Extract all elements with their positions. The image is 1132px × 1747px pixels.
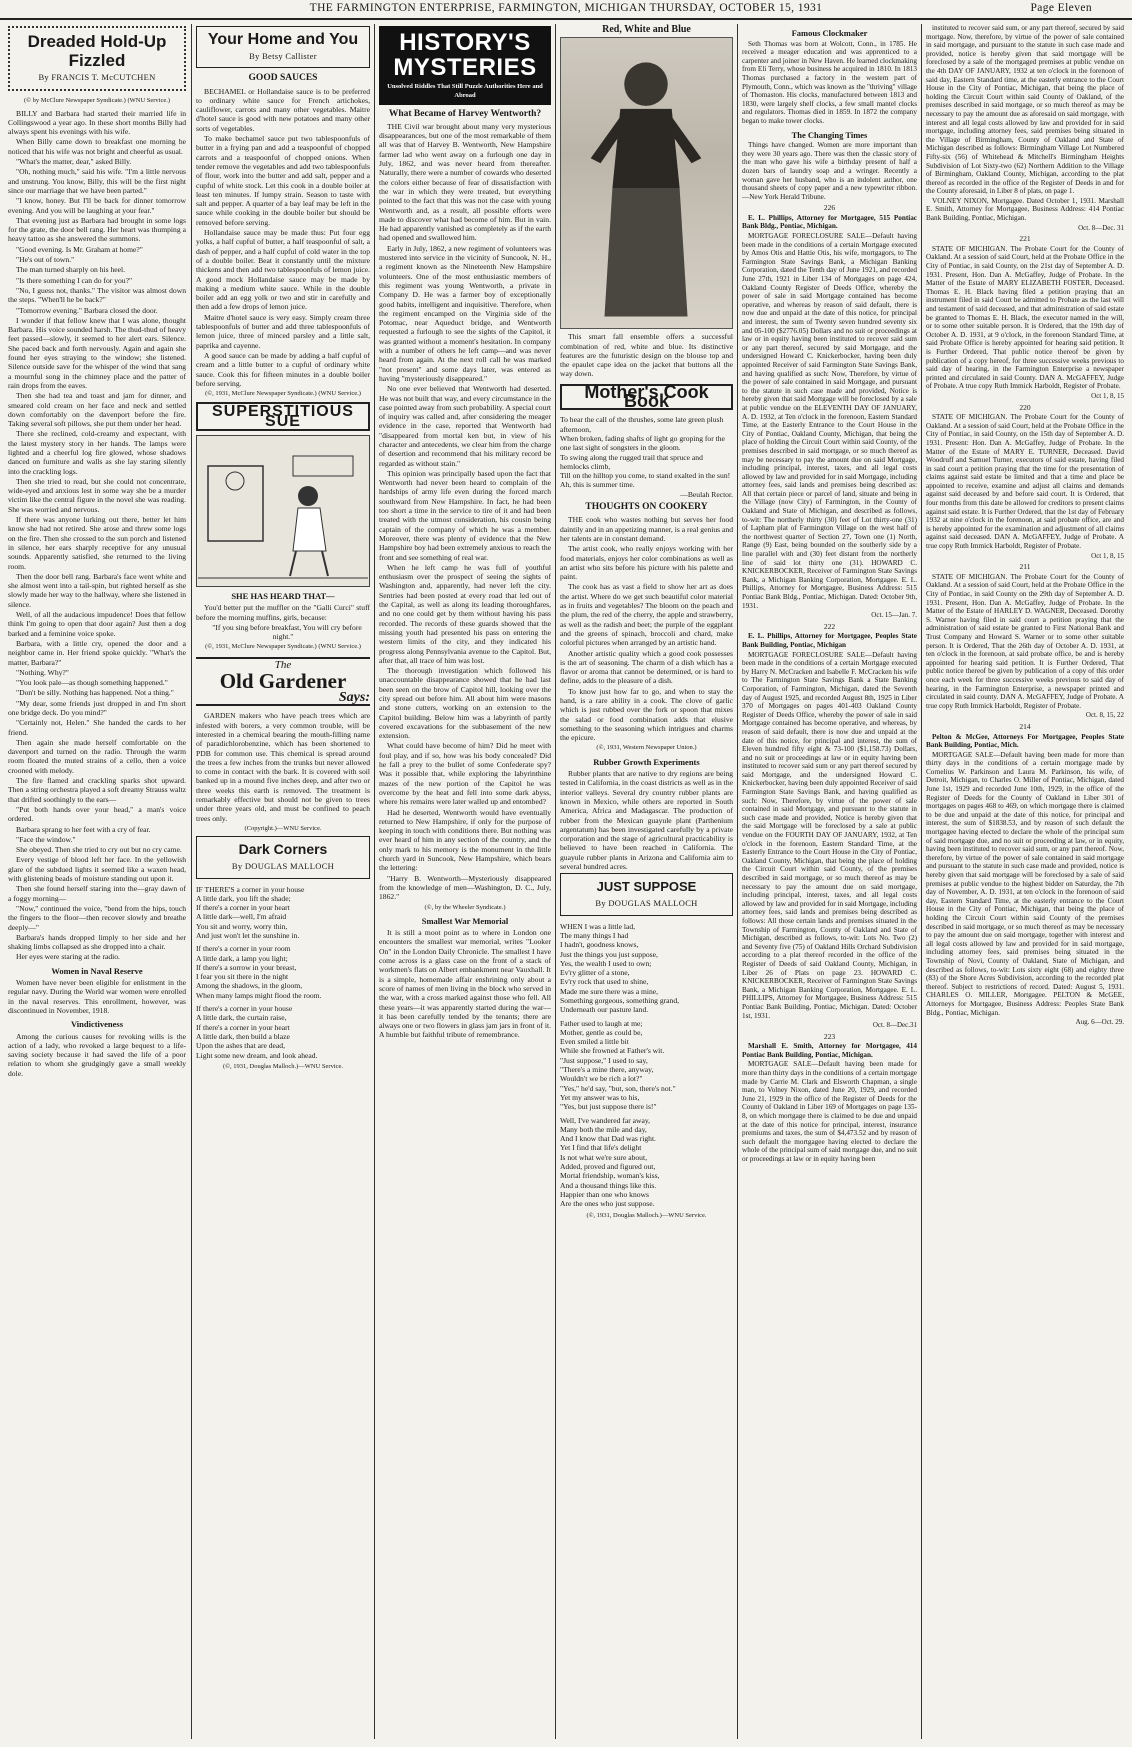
column-rule bbox=[555, 24, 556, 1739]
poem-line: WHEN I was a little lad, bbox=[560, 921, 636, 931]
column-4 bbox=[560, 24, 733, 1739]
poem-line: You sit and worry, worry thin, bbox=[196, 921, 288, 931]
paragraph: Maitre d'hotel sauce is very easy. Simply cream three tablespoonfuls of butter and add three tablespoonfuls of lemon juice, three of minced parsley and a little salt, paprika and cayenne. bbox=[196, 312, 370, 350]
poem-line: Ev'ry rock that used to shine, bbox=[560, 977, 649, 987]
paragraph: Her eyes were staring at the radio. bbox=[16, 952, 120, 962]
paragraph: "Oh, nothing much," said his wife. "I'm a little nervous and unstrung. You know, Billy, this will be the first night since our marriage that we have been parted." bbox=[8, 167, 186, 195]
poem-line: Upon the ashes that are dead, bbox=[196, 1041, 285, 1051]
poem-line: Light some new dream, and look ahead. bbox=[196, 1050, 318, 1060]
notice-heading: E. L. Phillips, Attorney for Mortgagee, 515 Pontiac Bank Bldg., Pontiac, Michigan. bbox=[742, 213, 917, 231]
verse-line: To swing along the rugged trail that spruce and hemlocks climb, bbox=[560, 452, 703, 471]
paragraph: "What's the matter, dear," asked Billy. bbox=[16, 157, 132, 167]
poem-line: When many lamps might flood the room. bbox=[196, 990, 322, 1000]
paragraph: "You look pale—as though something happened." bbox=[16, 678, 168, 688]
feature-byline: By Betsy Callister bbox=[249, 51, 317, 61]
poem-dark-corners bbox=[196, 885, 370, 1060]
paragraph: "My dear, some friends just dropped in and I'm short one bridge deck. Do you mind?" bbox=[8, 698, 186, 717]
paragraph: "Harry B. Wentworth—Mysteriously disappeared from the knowledge of men—Washington, D. C., July, 1862." bbox=[379, 873, 551, 902]
paragraph: Had he deserted, Wentworth would have eventually returned to New Hampshire, if only for the purpose of keeping in touch with conditions there. But nothing was ever heard of him in any section of the country, and the only mark to his memory is the monument in the little church yard in Suncook, New Hampshire, which bears the lettering: bbox=[379, 807, 551, 873]
legal-notice: STATE OF MICHIGAN. The Probate Court for the County of Oakland. At a session of said Court, held at the Probate Office in the City of Pontiac, in said County on the 29th day of September A. D. 1931. Present, Hon. Dan A. McGaffey, Judge of Probate. In the Matter of the Estate of HARLEY D. WAGNER, Deceased. Dorothy S. Warner having filed in said court a petition praying that the administration of said estate be granted to First National Bank and Trust Company and Howard S. Warner or to some other suitable person. It is Ordered, That the 26th day of October A. D. 1931, at ten o'clock in the forenoon, at said probate office, be and is hereby appointed for hearing said petition. It is Further Ordered, That public notice thereof be given by publication of a copy of this order once each week for three successive weeks previous to said day of hearing, in the Farmington Enterprise, a newspaper printed and circulated in said county. DAN A. McGAFFEY, Judge of Probate. A true copy Ruth Immick Harboldt, Register of Probate. bbox=[926, 572, 1124, 710]
paragraph: Another artistic quality which a good cook possesses is the art of seasoning. The charm of a dish which has a flavor or aroma that cannot be determined, or is hard to define, adds to the pleasure of a dish. bbox=[560, 648, 733, 686]
paragraph: When he left camp he was full of youthful enthusiasm over the prospect of seeing the sights of Washington and, apparently, had never left the city. Sentries had been posted at every road that led out of the Capital, as well as along its leading thoroughfares, and no one could get by them without having his pass recorded. The records of these guards showed that the missing youth had presented his pass on entering the western limits of the city, and they indicated his progress along Pennsylvania avenue to the Capitol. But, after that, all trace of him was lost. bbox=[379, 562, 551, 665]
paragraph: "Nothing. Why?" bbox=[16, 667, 69, 677]
cartoon-credit: (©, 1931, McClure Newspaper Syndicate.) (WNU Service.) bbox=[205, 643, 361, 651]
cookery-credit: (©, 1931, Western Newspaper Union.) bbox=[596, 744, 697, 752]
paragraph: GARDEN makers who have peach trees which are infested with borers, a very common trouble, will be interested in a chemical bearing the mouth-filling name of paradichlorobenzine, which has been shortened to PDB for common use. This chemical is spread around the trees a few inches from the trunks but never allowed to come in contact with the bark. It is covered with soil banked up in a mound five inches deep, and after two or three weeks this earth is removed. The treatment is remarkably effective but should not be given to trees under three years old, and must be confined to peach trees only. bbox=[196, 711, 370, 823]
poem-line: And I know that Dad was right. bbox=[560, 1134, 656, 1144]
poem-line: Is not what we're sure about, bbox=[560, 1152, 647, 1162]
story-title: Dreaded Hold-Up Fizzled bbox=[27, 32, 167, 70]
paragraph: "Certainly not, Helen." She handed the cards to her friend. bbox=[8, 718, 186, 737]
poem-line: A little dark, the curtain raise, bbox=[196, 1013, 287, 1023]
paragraph: "I know, honey. But I'll be back for dinner tomorrow evening. And you will be laughing at your fear." bbox=[8, 196, 186, 215]
legal-notice: STATE OF MICHIGAN. The Probate Court for the County of Oakland. At a session of said Court, held at the Probate Office in the City of Pontiac, in said County, on the 21st day of September A. D. 1931. Present, Hon. Dan A. McGaffey, Judge of Probate. In the Matter of the Estate of MARY ELIZABETH FOSTER, Deceased. Thomas E. H. Black having filed a petition praying that an instrument filed in said Court be admitted to Probate as the last will and testament of said deceased, and that administration of said estate be granted to Thomas E. H. Black, the executor named in the will, or to some other suitable person. It is Ordered, that the 19th day of October A. D. 1931, at 9 o'clock, in the forenoon Standard Time, at said Probate Office is hereby appointed for hearing said petition. It is Further Ordered, That public notice thereof be given by publication of a copy hereof, for three successive weeks previous to said day of hearing, in the Farmington Enterprise a newspaper printed and circulated in said County. DAN A. McGAFFEY, Judge of Probate. A true copy Ruth Immick Harboldt, Register of Probate. bbox=[926, 244, 1124, 391]
paragraph: The fire flamed and crackling sparks shot upward. Then a string orchestra played a soft dreamy Strauss waltz that drifted soothingly to the ears— bbox=[8, 776, 186, 804]
poem-line: Yes, the wealth I used to own; bbox=[560, 958, 652, 968]
paragraph: I wonder if that fellow knew that I was alone, thought Barbara. His voice sounded harsh. The thud-thud of heavy feet passed—slowly, it seemed to her alert ears. Silence. She paced back and forth nervously. Again and again she found her eyes straying to the window; she listened. Silence outside save for the whisper of the wind that sang a mournful song in the chimney place and the patter of rain drops from the eaves. bbox=[8, 315, 186, 390]
mothers-cook-book-banner: Mother's Cook Book bbox=[560, 384, 733, 411]
paragraph: This opinion was principally based upon the fact that Wentworth had never been heard to complain of the hardships of army life even during the forced march southward from New Hampshire. In fact, he had been too short a time in the service to tire of it and had been treated with the utmost consideration, his cousin being captain of the company of which he was a member. Moreover, there was plenty of evidence that the New Hampshire boy had been extremely anxious to reach the front and see something of real war. bbox=[379, 468, 551, 562]
notice-number: 226 bbox=[823, 203, 836, 213]
story-header-box bbox=[8, 26, 186, 91]
paragraph: "Don't be silly. Nothing has happened. Not a thing." bbox=[16, 688, 174, 698]
paragraph: If there was anyone lurking out there, better let him know she had not retired. She arose and threw some logs on the fire. Then she crossed to the sun porch and listened in silence, her ears sharply receptive for any unusual sounds. Apparently satisfied, she returned to the living room. bbox=[8, 515, 186, 571]
column-2 bbox=[196, 24, 370, 1739]
poem-line: Many both the mile and day, bbox=[560, 1124, 647, 1134]
fashion-photo bbox=[560, 37, 733, 329]
paragraph: "No, I guess not, thanks." The visitor was almost down the steps. "When'll he be back?" bbox=[8, 285, 186, 305]
paragraph: The thorough investigation which followed his unaccountable disappearance showed that he had last been seen on the brow of Capitol hill, looking over the city spread out before him. All about him were masons and stone cutters, working on an extension to the Capitol building. Below him was a labyrinth of partly covered excavations for the subbasement of the new extension. bbox=[379, 666, 551, 741]
poem-line: Are the ones who just suppose. bbox=[560, 1199, 655, 1209]
paragraph: The artist cook, who really enjoys working with her food materials, enjoys her color combinations as well as an artist who sits before his picture with his palette and paint. bbox=[560, 544, 733, 582]
poem-title: JUST SUPPOSE bbox=[596, 879, 697, 895]
paragraph: She obeyed. Then she tried to cry out but no cry came. bbox=[16, 845, 182, 855]
poem-line: "Yes," he'd say, "but, son, there's not." bbox=[560, 1083, 676, 1093]
poem-just-suppose bbox=[560, 922, 733, 1209]
column-rule bbox=[374, 24, 375, 1739]
poem-line: If there's a corner in your house bbox=[196, 1004, 293, 1014]
legal-notice: MORTGAGE SALE—Default having been made for more than thirty days in the conditions of a certain mortgage made by Cornelius W. Parkinson and Laura M. Parkinson, his wife, of Detroit, Michigan, to Charles O. Miller of Pontiac, Michigan, dated June 1st, 1929 and recorded June 10th, 1929, in the office of the Register of Deeds for the County of Oakland in Liber 301 of mortgages on pages 468 to 469, on which mortgage there is claimed to be due and unpaid at the date of this notice, for principal and interest, the sum of $1838.53, and by reason of such default the mortgagee having elected to declare the whole of the principal sum of said mortgage due, and no suit or proceeding at law, or in equity, having been instituted to recover said sum, or any part thereof. Now, therefore, by virtue of the power of sale contained in said mortgage and pursuant to the statute in such case made and provided, notice is hereby given that said mortgage will be foreclosed by a sale of said premises at public vendue to the highest bidder on Saturday, the 7th day of November, A. D. 1931, at ten o'clock in the forenoon of said day, Eastern Standard Time, at the easterly entrance to the Court House in the City of Pontiac, Michigan, that being the place of holding the Circuit Court within said County of the premises described in said mortgage, or so much thereof as may be necessary to pay the amount due on said mortgage, together with interest and all legal costs allowed by law and provided for in said mortgage, including attorney fees, said premises being situated in the Township of Novi, County of Oakland, State of Michigan, and described as follows, to-wit: Lots sixty eight (68) and eighty three (83) of the Shore Acres Subdivision, according to the recorded plat thereof. Subject to restrictions of record. Dated: August 5, 1931. CHARLES O. MILLER, Mortgagee. PELTON & McGEE, Attorneys for Mortgagee, Business Address: Peoples State Bank Bldg., Pontiac, Michigan. bbox=[926, 750, 1124, 1017]
paragraph: Barbara, with a little cry, opened the door and a neighbor came in. Her friend spoke quickly. "What's the matter, Barbara?" bbox=[8, 638, 186, 667]
paragraph: Barbara's hands dropped limply to her side and her shaking limbs collapsed as she dropped into a chair. bbox=[8, 932, 186, 952]
paragraph: There she reclined, cold-creamy and expectant, with the latest mystery story in her hands. The lamps were lighted and a cheerful log fire glowed, whose shadows danced on furniture and walls as she lay staring silently into the crackling logs. bbox=[8, 429, 186, 476]
poem-line: Well, I've wandered far away, bbox=[560, 1115, 651, 1125]
paragraph: "Good evening. Is Mr. Graham at home?" bbox=[16, 244, 143, 254]
notice-number: 221 bbox=[1019, 234, 1031, 244]
poem-line: If there's a sorrow in your breast, bbox=[196, 962, 297, 972]
gardener-the: The bbox=[274, 658, 292, 671]
notice-signature: VOLNEY NIXON, Mortgagee. Dated October 1, 1931. Marshall E. Smith, Attorney for Mortgagee, Business Address: 414 Pontiac Bank Building, Pontiac, Michigan. bbox=[926, 196, 1124, 223]
verse-line: Till on the hilltop you come, to stand exalted in the sun! Ah, this is summer time. bbox=[560, 471, 731, 490]
paragraph: Seth Thomas was born at Wolcott, Conn., in 1785. He received a meager education and was apprenticed to a carpenter and joiner in New Haven. He learned clockmaking from Eli Terry, whose business he acquired in 1810. In 1813 Thomas purchased a factory in the western part of Plymouth, Conn., which was known as the "thriving" village of Thomaston. His clocks, manufactured between 1813 and 1830, were largely shelf clocks, a few small mantel clocks and regulators. Thomas died in 1859. In 1872 the company began to make tower clocks. bbox=[742, 39, 917, 125]
poem-header-box bbox=[560, 873, 733, 915]
cookery-heading: THOUGHTS ON COOKERY bbox=[585, 502, 708, 513]
verse bbox=[560, 415, 733, 499]
paragraph: Then again she made herself comfortable on the davenport and turned on the radio. Through the warm room floated the muted strains of a cello, then a voice crooned with melody. bbox=[8, 737, 186, 775]
poem-title: Dark Corners bbox=[238, 841, 328, 858]
paragraph: The man turned sharply on his heel. bbox=[16, 265, 126, 275]
paragraph: BILLY and Barbara had started their married life in Collingswood a year ago. In these short months Billy had always spent his evenings with his wife. bbox=[8, 108, 186, 137]
sub-heading: Vindictiveness bbox=[70, 1019, 124, 1030]
notice-number: 214 bbox=[1019, 721, 1031, 731]
notice-dates: Oct. 15—Jan. 7. bbox=[871, 611, 917, 620]
masthead-title: THE FARMINGTON ENTERPRISE, FARMINGTON, MICHIGAN THURSDAY, OCTOBER 15, 1931 bbox=[309, 2, 823, 14]
poem-line: Among the shadows, in the gloom, bbox=[196, 981, 303, 991]
cartoon-caption: SHE HAS HEARD THAT— bbox=[231, 590, 335, 601]
paragraph: "Now," continued the voice, "bend from the hips, touch the fingers to the floor—then recover slowly and breathe deeply—" bbox=[8, 903, 186, 932]
paragraph: That evening just as Barbara had brought in some logs for the grate, the door bell rang. Her heart was thumping a heavy tattoo as she answered the summons. bbox=[8, 215, 186, 244]
poem-line: Father used to laugh at me; bbox=[560, 1018, 643, 1028]
story-byline: By FRANCIS T. McCUTCHEN bbox=[38, 72, 156, 82]
cartoon-girl-icon bbox=[197, 436, 369, 586]
sub-heading: Smallest War Memorial bbox=[421, 915, 509, 926]
banner-title: HISTORY'S MYSTERIES bbox=[393, 29, 537, 81]
paragraph: When Billy came down to breakfast one morning he noticed that his wife was not bright and cheerful as usual. bbox=[8, 137, 186, 156]
paragraph: It is still a moot point as to where in London one encounters the smallest war memorial, writes "Looker On" in the London Daily Chronicle. The smallest I have come across is a glass case on the front of a stack of workmen's flats on Albert embankment near Vauxhall. It is a simple, homemade affair enshrining only about a score of names of men living in the block who served in the war, with a cross marked against those who fell. All these years—it was apparently started during the war—it has been carefully tended by the tenants; there are always one or two flowers in glass jam jars in front of it. A humble but faithful tribute of remembrance. bbox=[379, 928, 551, 1040]
legal-notice: MORTGAGE SALE—Default having been made for more than thirty days in the conditions of a certain mortgage made by Carrie M. Clark and Elsworth Chapman, a single man, to Volney Nixon, dated June 20, 1929, and recorded June 21, 1929 in the office of the Register of Deeds for the County of Oakland in Liber 169 of Mortgages on page 135-8, on which mortgage there is claimed to be due and unpaid at the date of this notice for principal, interest, insurance premiums and taxes, the sum of $4,473.52 and by reason of such default the mortgagee having elected to declare the whole of the principal sum of said mortgage due, and no suit or proceedings at law or in equity having been bbox=[742, 1060, 917, 1163]
paragraph: Things have changed. Women are more important than they were 30 years ago. There was then the classic story of the man who gave his wife a birthday present of half a dozen bars of laundry soap and a wringer. Recently a woman gave her husband, who is an indolent author, one thousand sheets of copy paper and a new typewriter ribbon.—New York Herald Tribune. bbox=[742, 141, 917, 201]
notice-dates: Oct. 8, 15, 22 bbox=[1085, 711, 1124, 720]
poem-line: A little dark, you lift the shade; bbox=[196, 893, 291, 903]
paragraph: To know just how far to go, and when to stay the hand, is a rare ability in a cook. The clove of garlic which is just rubbed over the fork or spoon that mixes the salad or food combination adds that elusive something to the seasoning which intrigues and charms the epicure. bbox=[560, 686, 733, 743]
sub-heading: Famous Clockmaker bbox=[791, 28, 868, 38]
poem-line: "Just suppose," I used to say, bbox=[560, 1055, 648, 1065]
poem-line: A little dark—well, I'm afraid bbox=[196, 912, 287, 922]
column-5 bbox=[742, 24, 917, 1739]
notice-dates: Oct 1, 8, 15 bbox=[1091, 551, 1124, 560]
poem-line: "There's a mine there, anyway, bbox=[560, 1065, 654, 1075]
notice-heading: E. L. Phillips, Attorney for Mortgagee, Peoples State Bank Building, Pontiac, Michigan bbox=[742, 632, 917, 649]
poem-header-box bbox=[196, 836, 370, 878]
paragraph: Then she had tea and toast and jam for dinner, and smeared cold cream on her face and neck and settled down comfortably on the davenport before the fire. Taking several soft pillows, she put them under her head. bbox=[8, 391, 186, 429]
poem-line: Mother, gentle as could be, bbox=[560, 1027, 643, 1037]
notice-dates: Aug. 6—Oct. 29. bbox=[1075, 1018, 1124, 1027]
gardener-title: Old Gardener bbox=[219, 669, 347, 694]
poem-line: Ev'ry glitter of a stone, bbox=[560, 968, 630, 978]
notice-number: 222 bbox=[823, 621, 836, 631]
notice-dates: Oct 1, 8, 15 bbox=[1091, 391, 1124, 400]
cartoon-illustration bbox=[196, 435, 370, 587]
paragraph: "Put both hands over your head," a man's voice ordered. bbox=[8, 804, 186, 824]
notice-number: 220 bbox=[1019, 402, 1031, 412]
story-heading: What Became of Harvey Wentworth? bbox=[388, 108, 542, 119]
paragraph: Then she tried to read, but she could not concentrate, wide-eyed and anxious lest in some way she be a murder victim like the central figure in the novel she was reading. She was worried and nervous. bbox=[8, 476, 186, 514]
column-rule bbox=[737, 24, 738, 1739]
column-rule bbox=[921, 24, 922, 1739]
paragraph: Rubber plants that are native to dry regions are being tested in California, in the coast districts as well as in the interior valleys. Several dry country rubber plants are known in Mexico, while others are reported in South America, Africa and Madagascar. The production of rubber from the Mexican guayule plant (Parthenium argentatum) has been investigated carefully by a private corporation and the stage of agricultural practicability is believed to have been reached in California. The guayule rubber plants in Arizona and California aim to several hundred acres. bbox=[560, 769, 733, 872]
paragraph: What could have become of him? Did he meet with foul play, and if so, how was his body concealed? Did he fall a prey to the bullet of some Confederate spy? Was it possible that, while exploring the labyrinthine mazes of the new portion of the Capitol he was overcome by the heat and fell into some dark abyss, where his remains were later walled up and entombed? bbox=[379, 741, 551, 807]
poem-line: Just the things you just suppose, bbox=[560, 949, 658, 959]
poem-line: Yet I find that life's delight bbox=[560, 1143, 642, 1153]
poem-line: Made me sure there was a mine, bbox=[560, 986, 659, 996]
paragraph: Hollandaise sauce may be made thus: Put four egg yolks, a half cupful of butter, a half teaspoonful of salt, a dash of pepper, and a half cupful of cold water in the top of a double boiler. Beat it constantly until the mixture thickens and then add two tablespoonfuls of lemon juice. A good mock Hollandaise sauce may be made by making a medium white sauce. While in the double boiler add an egg yolk or two and stir in carefully and then add a few drops of lemon juice. bbox=[196, 228, 370, 312]
poem-line: Added, proved and figured out, bbox=[560, 1162, 656, 1172]
column-3 bbox=[379, 24, 551, 1739]
feature-credit: (©, 1931, McClure Newspaper Syndicate.) (WNU Service.) bbox=[205, 390, 361, 398]
paragraph: No one ever believed that Wentworth had deserted. He was not built that way, and every circumstance in the case pointed away from such probability. A special court of inquiry was called and, after considering the meager evidence in the case, reported that Wentworth had "disappeared from mortal ken but, in view of his character and antecedents, we clear him from the charge of desertion and recommend that his military record be regarded as without stain." bbox=[379, 384, 551, 468]
story-credit: (©, by the Wheeler Syndicate.) bbox=[424, 903, 506, 911]
banner-subtitle: Unsolved Riddles That Still Puzzle Authorities Here and Abroad bbox=[387, 83, 543, 100]
paragraph: BECHAMEL or Hollandaise sauce is to be preferred to ordinary white sauce for French artichokes, cauliflower, carrots and many other vegetables. Maitre d'hotel sauce is good with new potatoes and many other sorts of vegetables. bbox=[196, 86, 370, 133]
notice-number: 211 bbox=[1019, 562, 1031, 572]
superstitious-sue-banner: SUPERSTITIOUS SUE bbox=[196, 402, 370, 431]
legal-notice: MORTGAGE FORECLOSURE SALE—Default having been made in the conditions of a certain Mortgage executed by Amos Otis and Hattie Otis, his wife, mortgagors, to The Farmington State Savings Bank, a Michigan Banking Corporation, dated the Tenth day of June 1921, and recorded June 27th, 1921 in Liber 134 of Mortgages on page 424, Oakland County Register of Deeds Office, whereby the power of sale in said Mortgage contained has become operative, and whereas by reason of said default, there is now due and unpaid at the date of this notice, for principal and interest, the sum of Twenty seven hundred seventy six and 05-100 ($2776.05) Dollars and no suit or proceedings at law or in equity having been instituted to recover said sum or any part thereof, secured by said Mortgage, and the undersigned Howard C. Knickerbocker, having been duly appointed Receiver of said Farmington State Savings Bank, and having qualified as such: Now, Therefore, by virtue of the power of sale contained in said Mortgage, and pursuant to the statute in such case made and provided, Notice is hereby given that said Mortgage will be foreclosed by a sale at public vendue on the ELEVENTH DAY OF JANUARY, A. D. 1932, at Ten o'clock in the forenoon, Eastern Standard Time, at the Easterly Entrance to the Court House in the City of Pontiac, Oakland County, Michigan, that being the place of holding the Circuit Court within said County, of the premises described in said mortgage, or so much thereof as may be necessary to pay the amount due on said Mortgage, including principal, interest, taxes, and all legal costs allowed by law and provided for in said Mortgage, including attorney fees, said lands and premises being described as: All that certain piece or parcel of land, situate and being in the Village (now City) of Farmington, in the County of Oakland and State of Michigan, and described as follows, to-wit: The northerly thirty (30) feet of Lot thirty-one (31) of Lapham plat of Farmington Village on the west half of the northwest quarter of Section 27, Town one (1) North, Range (9) East, being bounded on the southerly side by a line parallel with and (30) feet distant from the northerly line of said lot thirty one (31). HOWARD C. KNICKERBOCKER, Receiver of Farmington State Savings Bank, a Michigan Banking Corporation, Mortgagee. E. L. Phillips, Attorney for Mortgagee, Business Address: 515 Pontiac Bank Bldg., Pontiac, Michigan. Dated: October 9th, 1931. bbox=[742, 232, 917, 610]
poem-byline: By DOUGLAS MALLOCH bbox=[231, 861, 335, 872]
feature-header-box bbox=[196, 26, 370, 68]
legal-notice: instituted to recover said sum, or any part thereof, secured by said mortgage. Now, therefore, by virtue of the power of sale contained in said mortgage, and pursuant to the statute in such case made and provided, notice is hereby given that said mortgage will be foreclosed by a sale of the mortgaged premises at public vendue on the 4th DAY OF JANUARY, 1932 at ten o'clock in the forenoon of said day, Eastern Standard time, at the easterly entrance to the Court House in the City of Pontiac, Michigan, that being the place of holding the Circuit Court within said County of Oakland, of the premises described in said mortgage, or so much thereof as may be necessary to pay the amount due as aforesaid on said mortgage, with interest and all legal costs allowed by law and provided for in said mortgage, including attorney fees, said premises being situated in the Village of Birmingham, County of Oakland and State of Michigan described as follows: Birmingham Village Lot Numbered Fifty-six (56) of Whitehead & Mitchell's Birmingham Heights Subdivision of Lot Sixty-two (62) Northern Addition to the Village of Birmingham, Oakland County, Michigan, according to the plat thereof as recorded in the office of the Register of Deeds in and for the County aforesaid, in Liber 8 of plats, on page 1. bbox=[926, 24, 1124, 196]
story-body bbox=[8, 109, 186, 962]
page-number: Page Eleven bbox=[1030, 2, 1092, 14]
column-1 bbox=[8, 24, 186, 1739]
notice-heading: Pelton & McGee, Attorneys For Mortgagee, Peoples State Bank Building, Pontiac, Mich. bbox=[926, 732, 1124, 750]
poem-credit: (©, 1931, Douglas Malloch.)—WNU Service. bbox=[222, 1062, 344, 1070]
paragraph: The cook has as vast a field to show her art as does the artist. Where do we get such beautiful color material as in fruits and vegetables? The bloom on the peach and the plum, the red of the cherry, the apple and strawberry, as well as the radish and beet; the purple of the eggplant and the greens of spinach, broccoli and chard, make colorful pictures when arranged by an artistic hand. bbox=[560, 582, 733, 648]
paragraph: "Is there something I can do for you?" bbox=[16, 275, 133, 285]
old-gardener-header bbox=[196, 657, 370, 707]
verse-line: When broken, fading shafts of light go groping for the one last sight of songsters in the gloom. bbox=[560, 433, 725, 453]
poem-line: I hadn't, goodness knows, bbox=[560, 940, 639, 950]
poem-byline: By DOUGLAS MALLOCH bbox=[595, 898, 698, 909]
column-rule bbox=[191, 24, 192, 1739]
poem-line: If there's a corner in your room bbox=[196, 944, 291, 954]
poem-line: If there's a corner in your heart bbox=[196, 903, 290, 913]
legal-notice: STATE OF MICHIGAN. The Probate Court for the County of Oakland. At a session of said Court, held at the Probate Office in the City of Pontiac, in said County, on the 15th day of September A. D. 1931. Present: Hon. Dan A. McGaffey, Judge of Probate. In the Matter of the Estate of MARY E. TURNER, Deceased. David Woodruff and Samuel Turner, executors of said estate, having filed in said court a petition praying that the time for the presentation of claims against said estate be limited and that a time and place be appointed to receive, examine and adjust all claims and demands against said deceased by and before said court. It is Ordered, that four months from this date be allowed for creditors to present claims against said estate. It is Further Ordered, that the 1st day of February 1932 at nine o'clock in the forenoon, at said probate office, are and is hereby appointed for the examination and adjustment of all claims against said deceased. DAN A. McGAFFEY, Judge of Probate. A true copy Ruth Immick Harboldt, Register of Probate. bbox=[926, 413, 1124, 551]
paragraph: THE Civil war brought about many very mysterious disappearances, but one of the most remarkable of them all was that of Harvey B. Wentworth, New Hampshire farmer lad who went away on a furlough one day in July, 1862, and was never heard from thereafter. Naturally, there were a number of cowards who deserted the colors either because of fear of dissatisfaction with the war in which they were treated, but everything pointed to the fact that this was not the case with young Wentworth and, as a result, all possible efforts were made to discover what had become of him. But in vain. He had apparently vanished as completely as if the earth had opened and swallowed him. bbox=[379, 121, 551, 243]
poem-line: A little dark, a lamp you light; bbox=[196, 953, 288, 963]
poem-line: A little dark, then build a blaze bbox=[196, 1031, 290, 1041]
notice-dates: Oct. 8—Dec. 31 bbox=[1078, 223, 1124, 232]
gardener-credit: (Copyright.)—WNU Service. bbox=[244, 824, 322, 832]
paragraph: Barbara sprang to her feet with a cry of fear. bbox=[16, 824, 151, 834]
poem-line: And a thousand things like this. bbox=[560, 1180, 657, 1190]
paragraph: Among the curious causes for revoking wills is the action of a lady, who revoked a large bequest to a life-saving society because it had saved the life of a poor relation to whom she grudgingly gave a small weekly dole. bbox=[8, 1031, 186, 1078]
notice-heading: Marshall E. Smith, Attorney for Mortgagee, 414 Pontiac Bank Building, Pontiac, Michigan. bbox=[742, 1042, 917, 1059]
poem-credit: (©, 1931, Douglas Malloch.)—WNU Service. bbox=[586, 1211, 707, 1219]
paragraph: Well, of all the audacious impudence! Does that fellow think I'm going to open that door again? Just then a dog barked and a feminine voice spoke. bbox=[8, 610, 186, 638]
paragraph: Then the door bell rang. Barbara's face went white and she almost went into a tail-spin, but righted herself as she slowly made her way to the hallway, where she listened in silence. bbox=[8, 571, 186, 609]
fashion-title: Red, White and Blue bbox=[602, 24, 691, 35]
paragraph: "Tomorrow evening." Barbara closed the door. bbox=[16, 305, 158, 315]
masthead bbox=[0, 0, 1132, 20]
poem-line: IF THERE'S a corner in your house bbox=[196, 884, 305, 894]
poem-line: Wouldn't we be rich a lot?" bbox=[560, 1074, 643, 1084]
paragraph: Women have never been eligible for enlistment in the regular navy. During the World war women were enrolled in the naval reserves. This enrollment, however, was discontinued in November, 1918. bbox=[8, 978, 186, 1015]
woman-figure-icon bbox=[561, 38, 732, 328]
poem-line: Mortal friendship, woman's kiss, bbox=[560, 1171, 660, 1181]
poem-line: The many things I had bbox=[560, 930, 629, 940]
history-mysteries-banner bbox=[379, 26, 551, 105]
verse-line: To hear the call of the thrushes, some late green plush afternoon, bbox=[560, 415, 724, 434]
sub-heading: The Changing Times bbox=[791, 129, 868, 140]
poem-line: "Yes, but just suppose there is!" bbox=[560, 1102, 657, 1112]
poem-line: And just won't let the sunshine in. bbox=[196, 931, 300, 940]
poem-line: Even smiled a little bit bbox=[560, 1037, 629, 1047]
paragraph: Then she found herself staring into the—gray dawn of a foggy morning— bbox=[8, 884, 186, 903]
paragraph: "Face the window." bbox=[16, 834, 76, 844]
photo-caption: This smart fall ensemble offers a successful combination of red, white and blue. Its distinctive features are the futuristic design on the blouse top and the epaulet cape idea on the jacket that buttons all the way down. bbox=[560, 332, 733, 379]
poem-line: Something gorgeous, something grand, bbox=[560, 996, 680, 1005]
paragraph: To make bechamel sauce put two tablespoonfuls of butter in a frying pan and add a teaspoonful of chopped carrots and a teaspoonful of chopped onions. When tender remove the vegetables and add two tablespoonfuls of flour, work into the butter and add salt, pepper and a cupful of white stock. Let this cook in a double boiler at least ten minutes. If lumpy strain. Season to taste with salt and pepper. A quarter of a bay leaf may be left in the sauce while cooking in the double boiler but should be removed before serving. bbox=[196, 134, 370, 227]
feature-heading: GOOD SAUCES bbox=[248, 73, 318, 84]
paragraph: Every vestige of blood left her face. In the yellowish glare of the subdued lights it seemed like a waxen head, with glistening beads of moisture standing out upon it. bbox=[8, 855, 186, 884]
paragraph: Early in July, 1862, a new regiment of volunteers was mustered into service in the vicinity of Suncook, N. H., a regiment known as the Nineteenth New Hampshire volunteers. One of the most enthusiastic members of this regiment was young Wentworth, a private in Company D. He was a farmer boy of exceptionally good habits, intelligent and inquisitive. Therefore, when the regiment encamped on the Virginia side of the Potomac, near Aqueduct bridge, and Wentworth requested a furlough to see the sights of the Capitol, it was granted without a moment's hesitation. In company with a number of others he left camp—and was never heard from again. At the next roll call he was marked "not present" and some days later, was entered as having "mysteriously disappeared." bbox=[379, 243, 551, 383]
paragraph: A good sauce can be made by adding a half cupful of cream and a little butter to a cupful of ordinary white sauce. Cook this for fifteen minutes in a double boiler before serving. bbox=[196, 350, 370, 388]
poem-line: If there's a corner in your heart bbox=[196, 1022, 290, 1032]
paragraph: THE cook who wastes nothing but serves her food daintily and in an appetizing manner, is a real genius and her talents are in constant demand. bbox=[560, 515, 733, 543]
poem-line: Underneath our pasture land. bbox=[560, 1005, 649, 1015]
notice-dates: Oct. 8—Dec.31 bbox=[872, 1021, 917, 1030]
sub-heading: Rubber Growth Experiments bbox=[593, 756, 700, 767]
poem-line: While she frowned at Father's wit. bbox=[560, 1046, 665, 1056]
sub-heading: Women in Naval Reserve bbox=[51, 965, 143, 976]
story-credit: (© by McClure Newspaper Syndicate.) (WNU Service.) bbox=[23, 97, 171, 105]
poem-line: I fear you sit there in the night bbox=[196, 972, 289, 982]
poem-line: Yet my answer was to his, bbox=[560, 1092, 640, 1102]
notice-number: 223 bbox=[823, 1031, 836, 1041]
legal-notice: MORTGAGE FORECLOSURE SALE—Default having been made in the conditions of a certain Mortgage executed by Harry N. McCracken and Isabelle F. McCracken his wife to The Farmington State Savings Bank a State Banking Corporation, of Farmington, Michigan, dated the Seventh day of August 1925, and recorded August 8th, 1925 in Liber 370 of Mortgages on pages 401-403 Oakland County Register of Deeds Office, whereby the power of sale in said Mortgage contained has become operative, and whereas, by reason of said default, there is now due and unpaid at the date of this notice, for principal and interest, the sum of Eleven hundred fifty eight & 73-100 ($1,158.73) Dollars, and no suit or proceedings at law or in equity having been instituted to recover said sum or any part thereof secured by said Mortgage, and the undersigned Howard C. Knickerbocker, having been duly appointed Receiver of said Farmington State Savings Bank, and having qualified as such: Now, Therefore, by virtue of the power of sale contained in said Mortgage, and pursuant to the statute in such case made and provided, Notice is hereby given that the said Mortgage will be foreclosed by a sale at public vendue on the FOURTH DAY OF JANUARY, 1932, at Ten o'clock in the forenoon, Eastern Standard Time, at the Easterly Entrance to the Court House in the City of Pontiac, Oakland County, Michigan, that being the place of holding the Circuit Court within said County, of the premises described in said mortgage, or so much thereof as may be necessary to pay the amount due on said mortgage, including principal, interest, taxes, and all legal costs allowed by law and provided for in said Mortgage, including attorney fees, said lands and premises being described as follows: All those certain lands and premises situated in the Township of Farmington, County of Oakland and State of Michigan, described as follows, to-wit: Lots No. Two (2) and Seventy five (75) of Oakland Hills Orchard Subdivision according to a plat thereof recorded in the office of the Register of Deeds of said Oakland County, Michigan, in Liber 26 of Plats on page 23. HOWARD C. KNICKERBOCKER, Receiver of Farmington State Savings Bank, a Michigan Banking Corporation, Mortgagee. E. L. PHILLIPS, Attorney for Mortgagee, Business Address: 515 Pontiac Bank Building, Pontiac, Michigan. Dated: October 1st, 1931. bbox=[742, 650, 917, 1020]
column-6 bbox=[926, 24, 1124, 1739]
poem-line: Happier than one who knows bbox=[560, 1189, 649, 1199]
paragraph: "He's out of town." bbox=[16, 255, 75, 265]
gardener-says: Says: bbox=[338, 690, 370, 706]
paragraph: You'd better put the muffler on the "Galli Curci" stuff before the morning muffins, girls, because: bbox=[196, 603, 370, 622]
feature-title: Your Home and You bbox=[207, 31, 359, 48]
quote: "If you sing before breakfast, You will cry before night." bbox=[212, 622, 362, 642]
verse-author: —Beulah Rector. bbox=[680, 489, 733, 499]
